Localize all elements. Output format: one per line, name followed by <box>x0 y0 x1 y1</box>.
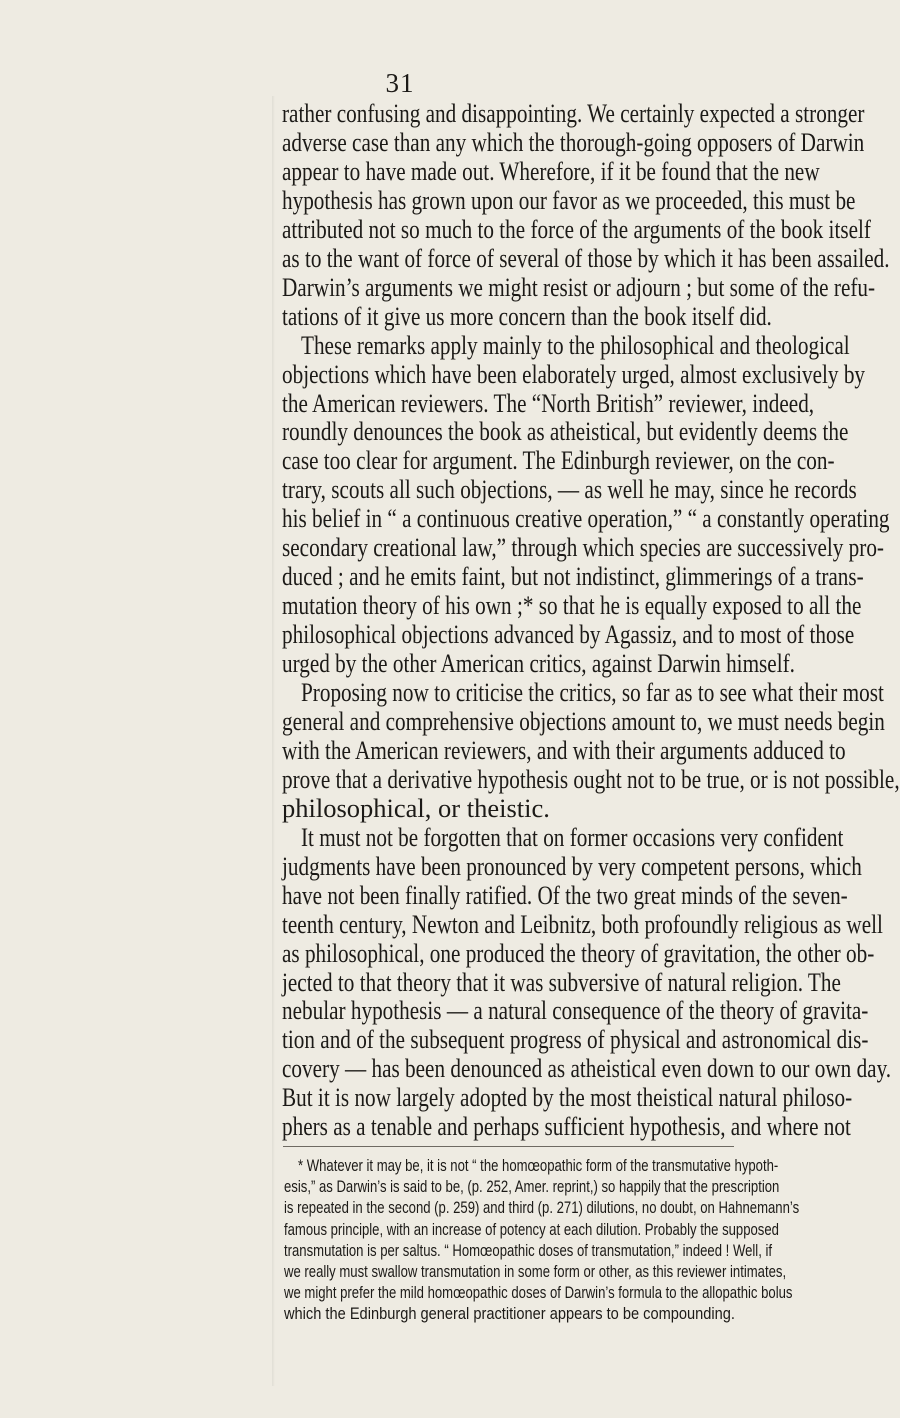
text-line: phers as a tenable and perhaps sufficient hypothesis, and where not <box>282 1111 851 1142</box>
text-line: roundly denounces the book as atheistical, but evidently deems the <box>282 416 849 447</box>
text-line: duced ; and he emits faint, but not indistinct, glimmerings of a trans- <box>282 561 864 592</box>
footnote-line: we really must swallow transmutation in some form or other, as this reviewer intimates, <box>284 1263 787 1281</box>
footnote-line: * Whatever it may be, it is not “ the homœopathic form of the transmutative hypoth- <box>298 1157 779 1175</box>
text-line: philosophical objections advanced by Agassiz, and to most of those <box>282 619 855 650</box>
text-line: attributed not so much to the force of the arguments of the book itself <box>282 213 871 244</box>
text-line: Proposing now to criticise the critics, so far as to see what their most <box>301 677 884 707</box>
text-line: urged by the other American critics, against Darwin himself. <box>282 648 795 679</box>
text-line: as philosophical, one produced the theory of gravitation, the other ob- <box>282 937 875 968</box>
text-line: judgments have been pronounced by very competent persons, which <box>282 850 862 881</box>
footnote-line: we might prefer the mild homœopathic doses of Darwin’s formula to the allopathic bolus <box>284 1284 793 1303</box>
text-line: have not been finally ratified. Of the two great minds of the seven- <box>282 879 848 910</box>
text-line: appear to have made out. Wherefore, if it be found that the new <box>282 155 820 186</box>
footnote-rule <box>283 1146 734 1147</box>
text-line: secondary creational law,” through which species are successively pro- <box>282 532 884 563</box>
text-line: case too clear for argument. The Edinburgh reviewer, on the con- <box>282 445 835 476</box>
text-line: But it is now largely adopted by the most theistical natural philoso- <box>282 1082 853 1113</box>
text-line: prove that a derivative hypothesis ought not to be true, or is not possible, <box>282 763 900 794</box>
text-line: mutation theory of his own ;* so that he is equally exposed to all the <box>282 590 862 621</box>
footnote-line: esis,” as Darwin’s is said to be, (p. 252, Amer. reprint,) so happily that the prescription <box>284 1178 780 1197</box>
footnote-line: famous principle, with an increase of potency at each dilution. Probably the supposed <box>284 1220 779 1239</box>
text-line: his belief in “ a continuous creative operation,” “ a constantly operating <box>282 503 890 534</box>
text-line: jected to that theory that it was subversive of natural religion. The <box>282 966 841 997</box>
text-line: covery — has been denounced as atheistical even down to our own day. <box>282 1053 892 1084</box>
text-line: as to the want of force of several of those by which it has been assailed. <box>282 242 890 273</box>
text-line: hypothesis has grown upon our favor as we proceeded, this must be <box>282 184 856 215</box>
text-line: It must not be forgotten that on former occasions very confident <box>301 821 844 852</box>
text-line: nebular hypothesis — a natural consequence of the theory of gravita- <box>282 995 869 1026</box>
text-line: objections which have been elaborately urged, almost exclusively by <box>282 358 866 389</box>
text-line: rather confusing and disappointing. We certainly expected a stronger <box>282 98 865 128</box>
page-gutter-shadow <box>272 96 275 1386</box>
footnote-line: which the Edinburgh general practitioner appears to be compounding. <box>284 1305 735 1324</box>
text-line: trary, scouts all such objections, — as well he may, since he records <box>282 474 857 505</box>
text-line: philosophical, or theistic. <box>282 792 550 823</box>
text-line: the American reviewers. The “North British” reviewer, indeed, <box>282 387 815 418</box>
text-line: tion and of the subsequent progress of physical and astronomical dis- <box>282 1024 869 1055</box>
footnote-line: transmutation is per saltus. “ Homœopathic doses of transmutation,” indeed ! Well, if <box>284 1241 773 1260</box>
text-line: with the American reviewers, and with their arguments adduced to <box>282 734 846 765</box>
text-line: Darwin’s arguments we might resist or adjourn ; but some of the refu- <box>282 271 876 302</box>
page-number: 31 <box>385 68 415 98</box>
text-line: teenth century, Newton and Leibnitz, both profoundly religious as well <box>282 908 883 939</box>
text-line: tations of it give us more concern than the book itself did. <box>282 300 772 331</box>
text-line: general and comprehensive objections amount to, we must needs begin <box>282 705 885 736</box>
footnote-line: is repeated in the second (p. 259) and third (p. 271) dilutions, no doubt, on Hahnemann’s <box>284 1199 800 1218</box>
text-line: adverse case than any which the thorough-going opposers of Darwin <box>282 126 865 157</box>
text-line: These remarks apply mainly to the philosophical and theological <box>301 329 850 360</box>
